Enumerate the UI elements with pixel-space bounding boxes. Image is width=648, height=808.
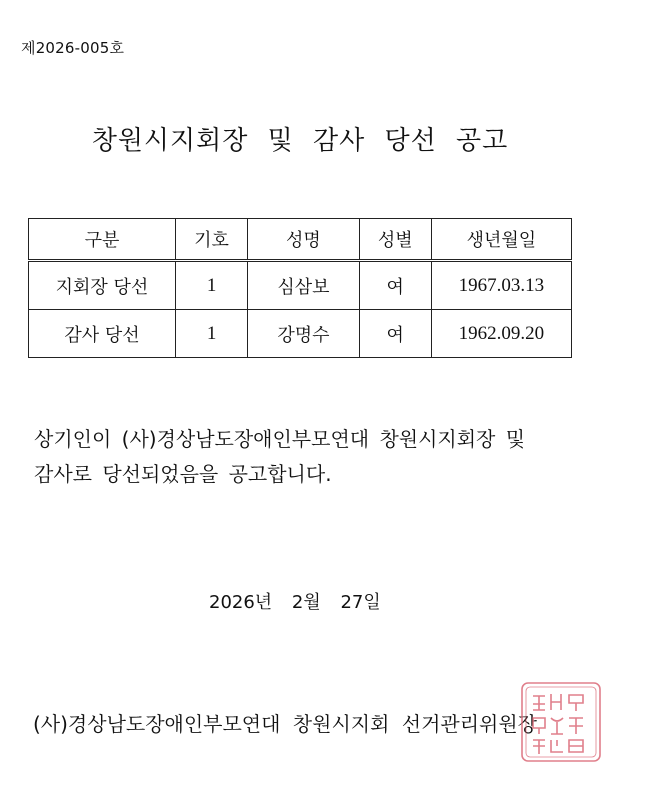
cell-name: 심삼보 — [248, 261, 360, 310]
header-number: 기호 — [175, 219, 247, 261]
announcement-date: 2026년 2월 27일 — [209, 592, 381, 613]
table-header-row — [29, 219, 572, 261]
document-title: 창원시지회장 및 감사 당선 공고 — [91, 126, 509, 156]
header-birthdate: 생년월일 — [431, 219, 571, 261]
cell-number: 1 — [175, 261, 247, 310]
cell-gender: 여 — [359, 310, 431, 358]
cell-category: 감사 당선 — [29, 310, 176, 358]
cell-gender: 여 — [359, 261, 431, 310]
table-row — [29, 310, 572, 358]
header-name: 성명 — [248, 219, 360, 261]
document-number: 제2026-005호 — [21, 39, 125, 57]
announcement-body — [34, 422, 614, 492]
header-gender: 성별 — [359, 219, 431, 261]
election-result-table — [28, 218, 572, 358]
cell-birthdate: 1962.09.20 — [431, 310, 571, 358]
issuer-name: (사)경상남도장애인부모연대 창원시지회 선거관리위원장 — [33, 712, 537, 736]
table-row — [29, 261, 572, 310]
cell-name: 강명수 — [248, 310, 360, 358]
official-seal-icon — [519, 680, 603, 764]
announcement-line-2: 감사로 당선되었음을 공고합니다. — [34, 462, 332, 486]
cell-birthdate: 1967.03.13 — [431, 261, 571, 310]
cell-number: 1 — [175, 310, 247, 358]
header-category: 구분 — [29, 219, 176, 261]
cell-category: 지회장 당선 — [29, 261, 176, 310]
announcement-line-1: 상기인이 (사)경상남도장애인부모연대 창원시지회장 및 — [34, 427, 526, 451]
